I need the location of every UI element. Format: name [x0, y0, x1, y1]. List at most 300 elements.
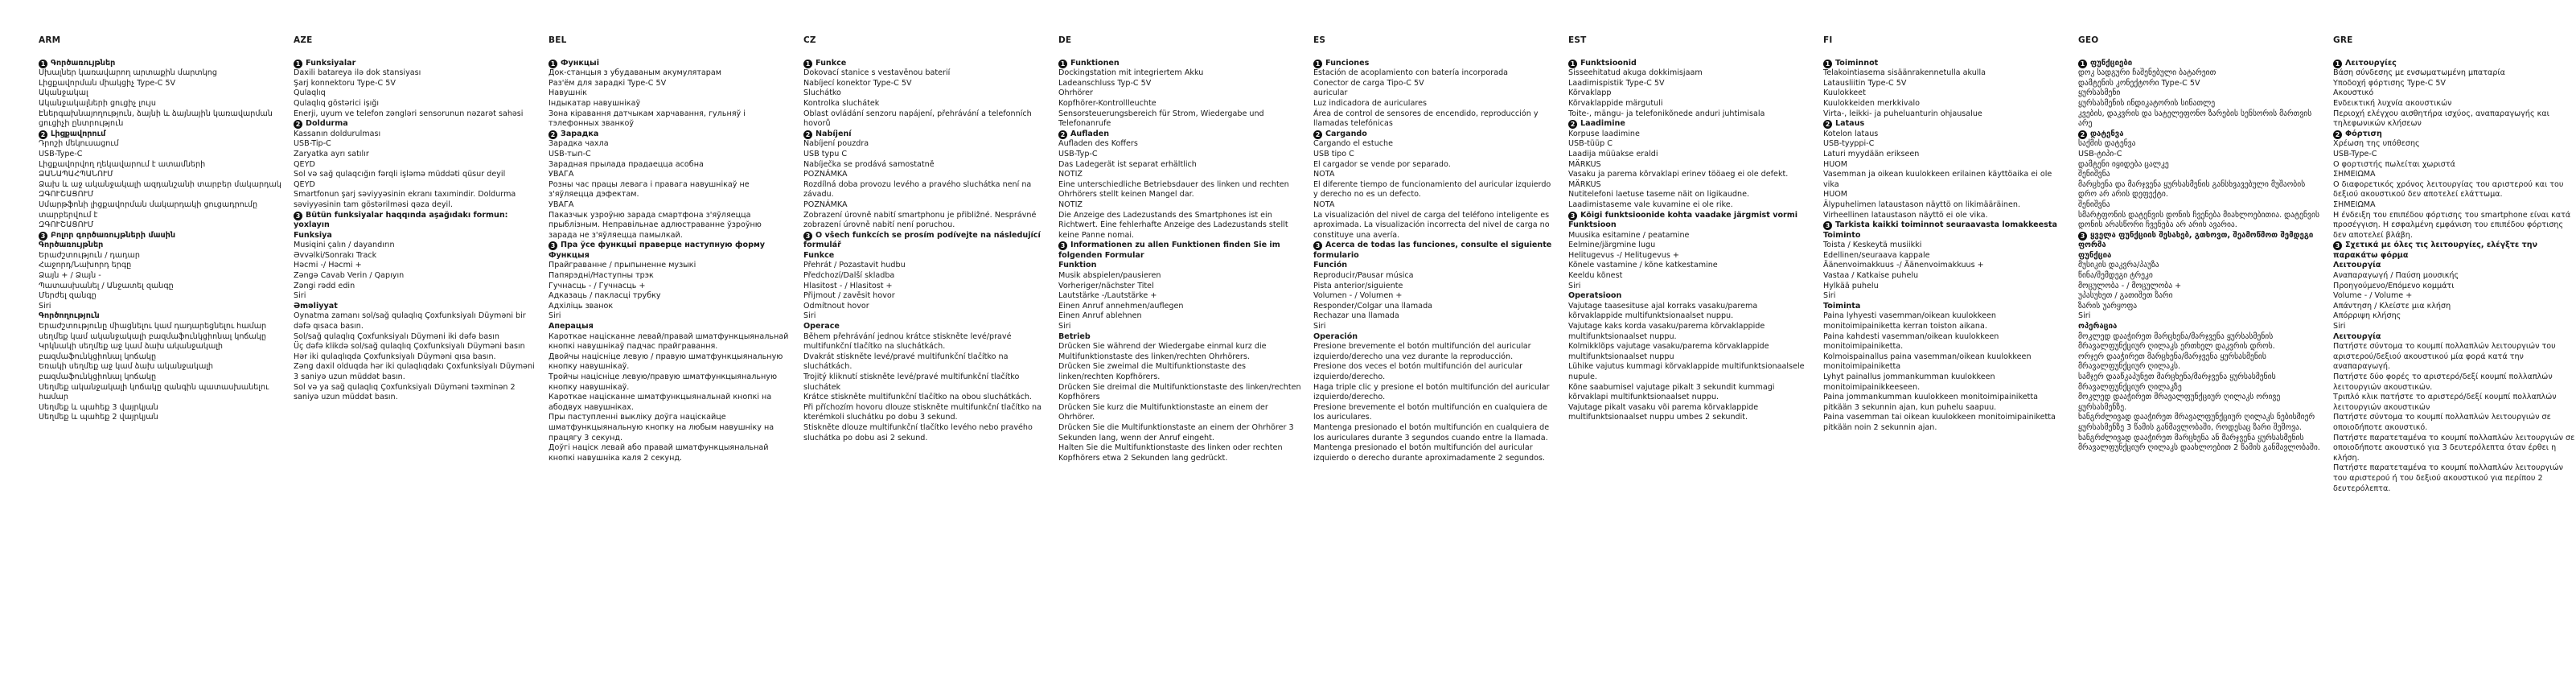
language-column-cz: [803, 35, 1046, 667]
line-text: Kõigi funktsioonide kohta vaadake järgmist vormi: [1580, 210, 1798, 220]
text-line: [1058, 302, 1301, 312]
text-line: [2333, 434, 2576, 464]
line-text: MÄRKUS: [1568, 159, 1601, 169]
line-text: Hər iki qulaqlıqda Çoxfunksiyalı Düyməni qısa basın.: [294, 352, 496, 361]
text-line: [1823, 413, 2066, 433]
line-text: Əvvəlki/Sonrakı Track: [294, 250, 377, 260]
line-text: Սեղմեք և պահեք 3 վայրկյան: [39, 402, 158, 412]
line-text: Betrieb: [1058, 331, 1091, 341]
line-text: ფუნქცია: [2078, 250, 2112, 260]
line-text: Vajutage pikalt vasaku või parema kõrvaklappide multifunktsionaalset nuppu umbes 2 sekundit.: [1568, 402, 1759, 422]
text-line: [294, 332, 536, 343]
line-text: Toiminnot: [1835, 58, 1879, 68]
line-text: Гучнасць - / Гучнасць +: [548, 281, 646, 290]
text-line: [1823, 170, 2066, 190]
line-text: Siri: [803, 311, 816, 321]
text-line: [2078, 434, 2321, 454]
text-line: [2078, 302, 2321, 312]
line-text: Περιοχή ελέγχου αισθητήρα ισχύος, αναπαραγωγής και τηλεφωνικών κλήσεων: [2333, 109, 2549, 129]
text-line: [1823, 282, 2066, 292]
text-line: [2078, 332, 2321, 352]
line-text: Ականջակալների ցուցիչ լույս: [39, 98, 156, 108]
line-text: Bütün funksiyalar haqqında aşağıdakı formun: yoxlayın: [294, 210, 508, 230]
line-text: Պատասխանել / Անջատել զանգը: [39, 281, 174, 290]
line-text: Розны час працы левага і правага навушнікаў не з'яўляецца дэфектам.: [548, 179, 750, 200]
line-text: auricular: [1313, 88, 1348, 98]
text-line: [1313, 362, 1556, 382]
section-number-badge: 3: [1313, 241, 1322, 250]
line-text: ΣΗΜΕΙΩΜΑ: [2333, 200, 2376, 209]
text-line: [2078, 311, 2321, 322]
line-text: Vasemman ja oikean kuulokkeen erilainen käyttöaika ei ole vika: [1823, 170, 2052, 189]
line-text: Siri: [1568, 281, 1581, 290]
text-line: [803, 99, 1046, 109]
section-heading: [2333, 130, 2576, 140]
line-text: Siri: [1823, 291, 1836, 301]
line-text: Ο φορτιστής πωλείται χωριστά: [2333, 159, 2455, 169]
text-line: [1058, 383, 1301, 403]
line-text: Die Anzeige des Ladezustands des Smartphones ist ein Richtwert. Eine fehlerhafte Anzeige des Ladezustands stellt keine Panne nomai.: [1058, 210, 1288, 240]
text-line: [1313, 443, 1556, 463]
section-heading: [548, 241, 791, 251]
line-text: Siri: [1058, 322, 1071, 331]
subheading: [294, 302, 536, 312]
line-text: Presione brevemente el botón multifunción del auricular izquierdo/derecho una vez durante la reproducción.: [1313, 342, 1531, 361]
line-text: Sisseehitatud akuga dokkimisjaam: [1568, 68, 1703, 78]
section-heading: [548, 130, 791, 140]
text-line: [2333, 342, 2576, 372]
line-text: Lautstärke -/Lautstärke +: [1058, 291, 1157, 301]
line-text: Siri: [39, 301, 51, 311]
line-text: Πατήστε παρατεταμένα το κουμπί πολλαπλών λειτουργιών σε οποιοδήποτε ακουστικό για 3 δευτερόλεπτα όταν έρθει η κλήση.: [2333, 433, 2575, 463]
text-line: [1823, 109, 2066, 120]
text-line: [803, 170, 1046, 180]
text-line: [803, 332, 1046, 352]
text-line: [548, 79, 791, 89]
line-text: Toiminta: [1823, 301, 1861, 311]
text-line: [548, 68, 791, 79]
subheading: [1058, 332, 1301, 343]
section-heading: [2333, 241, 2576, 261]
line-text: Dokovací stanice s vestavěnou baterií: [803, 68, 951, 78]
line-text: ყურსასმენი: [2078, 88, 2121, 98]
text-line: [548, 302, 791, 312]
line-text: УВАГА: [548, 170, 574, 179]
text-line: [1823, 99, 2066, 109]
section-number-badge: 3: [1568, 212, 1577, 220]
text-line: [294, 160, 536, 171]
text-line: [1823, 311, 2066, 331]
line-text: Laadimine: [1580, 119, 1625, 129]
text-line: [548, 443, 791, 463]
section-heading: [294, 59, 536, 69]
text-line: [1313, 109, 1556, 130]
line-text: Απόρριψη κλήσης: [2333, 311, 2401, 321]
text-line: [2078, 413, 2321, 433]
language-column-est: [1568, 35, 1811, 667]
section-heading: [39, 130, 281, 140]
line-text: Απάντηση / Κλείστε μια κλήση: [2333, 301, 2451, 311]
line-text: Älypuhelimen lataustason näyttö on likimääräinen. Virheellinen lataustason näyttö ei ole vika.: [1823, 200, 2021, 220]
line-text: Դրոշի մեկուսացում: [39, 139, 119, 149]
text-line: [2078, 68, 2321, 79]
line-text: Sol/sağ qulaqlıq Çoxfunksiyalı Düyməni iki dəfə basın: [294, 331, 499, 341]
line-text: Vajutage taasesituse ajal korraks vasaku/parema kõrvaklappide multifunktsionaalset nuppu.: [1568, 301, 1758, 321]
line-text: Siri: [1313, 322, 1326, 331]
text-line: [1313, 302, 1556, 312]
line-text: Área de control de sensores de encendido, reproducción y llamadas telefónicas: [1313, 109, 1539, 129]
text-line: [2078, 372, 2321, 393]
line-text: Սմարթֆոնի լիցքավորման մակարդակի ցուցադրումը տարբերվում է: [39, 200, 258, 220]
line-text: Toiminto: [1823, 230, 1861, 240]
line-text: Tarkista kaikki toiminnot seuraavasta lomakkeesta: [1835, 220, 2057, 230]
line-text: HUOM: [1823, 190, 1848, 200]
line-text: Зарадная прылада прадаецца асобна: [548, 159, 704, 169]
text-line: [294, 109, 536, 120]
line-text: USB-Typ-C: [1058, 149, 1098, 158]
language-column-aze: [294, 35, 536, 667]
line-text: Էներգախնայողություն, ձայնի և ձայնային կառավարման ցուցիչի ընտրություն: [39, 109, 273, 129]
text-line: [1058, 79, 1301, 89]
line-text: ოპერაცია: [2078, 322, 2118, 331]
line-text: Кароткае націсканне шматфункцыянальнай кнопкі на абодвух навушніках.: [548, 393, 772, 412]
text-line: [2078, 282, 2321, 292]
section-heading: [294, 119, 536, 130]
section-number-badge: 3: [803, 232, 812, 241]
language-column-geo: [2078, 35, 2321, 667]
text-line: [1568, 231, 1811, 241]
text-line: [1823, 190, 2066, 200]
line-text: Aufladen des Koffers: [1058, 139, 1138, 149]
language-column-bel: [548, 35, 791, 667]
text-line: [548, 282, 791, 292]
text-line: [2078, 150, 2321, 160]
line-text: Doldurma: [306, 119, 348, 129]
text-line: [39, 302, 281, 312]
line-text: Operatsioon: [1568, 291, 1622, 301]
line-text: ΣΗΜΕΙΩΜΑ: [2333, 170, 2376, 179]
line-text: Λειτουργία: [2333, 261, 2381, 270]
line-text: Доўгі націск левай або правай шматфункцыянальнай кнопкі навушніка каля 2 секунд.: [548, 443, 769, 463]
text-line: [2333, 79, 2576, 89]
section-heading: [1313, 241, 1556, 261]
line-text: Daxili batareya ilə dok stansiyası: [294, 68, 421, 78]
text-line: [294, 130, 536, 140]
text-line: [1568, 271, 1811, 282]
line-text: Funktion: [1058, 261, 1097, 270]
subheading: [39, 311, 281, 322]
line-text: Siri: [294, 291, 306, 301]
line-text: დოკ სადგური ჩაშენებული ბატარეით: [2078, 68, 2217, 78]
line-text: ԶԳՈՒՇԱՑՈՒՄ: [39, 220, 94, 230]
line-text: Virta-, leikki- ja puheluanturin ohjausalue: [1823, 109, 1982, 118]
section-number-badge: 2: [1313, 130, 1322, 139]
line-text: Մերժել զանգը: [39, 291, 97, 301]
text-line: [548, 211, 791, 241]
text-line: [2333, 99, 2576, 109]
line-text: ყველა ფუნქციის შესახებ, გთხოვთ, შეამოწმოთ შემდეგი ფორმა: [2078, 230, 2314, 250]
section-number-badge: 3: [39, 232, 47, 241]
text-line: [803, 403, 1046, 423]
language-column-es: [1313, 35, 1556, 667]
text-line: [2333, 211, 2576, 241]
text-line: [2078, 393, 2321, 413]
section-heading: [803, 59, 1046, 69]
line-text: Funksiya: [294, 230, 332, 240]
line-text: Drücken Sie zweimal die Multifunktionstaste des linken/rechten Kopfhörers.: [1058, 362, 1246, 381]
text-line: [803, 261, 1046, 271]
subheading: [2078, 322, 2321, 332]
text-line: [548, 99, 791, 109]
text-line: [294, 190, 536, 210]
line-text: ორჯერ დააჭირეთ მარცხენა/მარჯვენა ყურსასმენის მრავალფუნქციურ ღილაკს.: [2078, 352, 2266, 372]
text-line: [294, 251, 536, 261]
line-text: Ձայն + / Ձայն -: [39, 271, 101, 281]
subheading: [294, 231, 536, 241]
section-number-badge: 1: [2333, 60, 2342, 68]
line-text: Şarj konnektoru Type-C 5V: [294, 78, 396, 88]
line-text: USB-ტიპი-C: [2078, 149, 2122, 158]
text-line: [548, 200, 791, 211]
line-text: Προηγούμενο/Επόμενο κομμάτι: [2333, 281, 2455, 290]
subheading: [2333, 261, 2576, 271]
section-heading: [294, 211, 536, 231]
line-text: El cargador se vende por separado.: [1313, 159, 1451, 169]
text-line: [548, 291, 791, 302]
text-line: [548, 332, 791, 352]
line-text: Тройчы націсніце левую/правую шматфункцыянальную кнопку навушнікаў.: [548, 372, 778, 392]
line-text: Zəngə Cavab Verin / Qapıyın: [294, 271, 405, 281]
text-line: [2333, 88, 2576, 99]
line-text: Halten Sie die Multifunktionstaste des linken oder rechten Kopfhörers etwa 2 Sekunden lang gedrückt.: [1058, 443, 1283, 463]
text-line: [39, 88, 281, 99]
line-text: Kõrvaklapp: [1568, 88, 1612, 98]
language-column-fi: [1823, 35, 2066, 667]
section-heading: [1058, 130, 1301, 140]
line-text: Գործողություն: [39, 311, 100, 321]
text-line: [39, 68, 281, 79]
line-text: Siri: [2078, 311, 2091, 321]
line-text: ԶԳՈՒՇԱՑՈՒՄ: [39, 190, 94, 200]
line-text: Τριπλό κλικ πατήστε το αριστερό/δεξί κουμπί πολλαπλών λειτουργιών ακουστικών: [2333, 393, 2557, 412]
line-text: Адхіліць званок: [548, 301, 614, 311]
section-heading: [1058, 59, 1301, 69]
text-line: [2078, 291, 2321, 302]
section-number-badge: 3: [1823, 221, 1832, 230]
text-line: [294, 261, 536, 271]
line-text: Paina lyhyesti vasemman/oikean kuulokkeen monitoimipainiketta kerran toiston aikana.: [1823, 311, 1996, 331]
text-line: [1313, 99, 1556, 109]
text-line: [1058, 403, 1301, 423]
section-number-badge: 2: [1568, 120, 1577, 129]
line-text: Telakointiasema sisäänrakennetulla akulla: [1823, 68, 1986, 78]
text-line: [803, 68, 1046, 79]
text-line: [1823, 200, 2066, 220]
line-text: Навушнік: [548, 88, 587, 98]
section-number-badge: 2: [548, 130, 557, 139]
section-heading: [803, 130, 1046, 140]
line-text: Trojitý kliknutí stiskněte levé/pravé multifunkční tlačítko sluchátek: [803, 372, 1020, 392]
section-heading: [1568, 119, 1811, 130]
text-line: [803, 352, 1046, 372]
line-text: Սխալներ կառավարող արտաքին մարտկոց: [39, 68, 217, 78]
line-text: USB typu C: [803, 149, 848, 158]
text-line: [1568, 302, 1811, 322]
line-text: Zəngi rədd edin: [294, 281, 355, 290]
line-text: Սեղմեք և պահեք 2 վայրկյան: [39, 413, 158, 422]
line-text: Kontrolka sluchátek: [803, 98, 880, 108]
line-text: Äänenvoimakkuus -/ Äänenvoimakkuus +: [1823, 261, 1984, 270]
line-text: უპასუხეთ / გათიშეთ ზარი: [2078, 291, 2173, 301]
line-text: Krátce stiskněte multifunkční tlačítko na obou sluchátkách.: [803, 393, 1032, 402]
line-text: Musiqini çalın / dayandırın: [294, 241, 395, 250]
section-number-badge: 1: [1568, 60, 1577, 68]
line-text: Nabíjecí konektor Type-C 5V: [803, 78, 912, 88]
text-line: [2333, 282, 2576, 292]
text-line: [2078, 261, 2321, 271]
line-text: დატენვა: [2090, 129, 2124, 138]
line-text: Estación de acoplamiento con batería incorporada: [1313, 68, 1509, 78]
line-text: Das Ladegerät ist separat erhältlich: [1058, 159, 1197, 169]
line-text: Пры паступленні выкліку доўга націскайце шматфункцыянальную кнопку на любым навушніку на працягу 3 секунд.: [548, 413, 774, 442]
line-text: Lühike vajutus kummagi kõrvaklappide multifunktsionaalsele nupule.: [1568, 362, 1805, 381]
line-text: Ο διαφορετικός χρόνος λειτουργίας του αριστερού και του δεξιού ακουστικού δεν αποτελεί ελάττωμα.: [2333, 179, 2564, 200]
text-line: [2078, 139, 2321, 150]
text-line: [39, 291, 281, 302]
text-line: [2078, 109, 2321, 130]
text-line: [1313, 79, 1556, 89]
line-text: USB-tüüp C: [1568, 139, 1613, 149]
text-line: [1058, 211, 1301, 241]
line-text: Cargando el estuche: [1313, 139, 1394, 149]
section-number-badge: 1: [1058, 60, 1067, 68]
line-text: Paina jommankumman kuulokkeen monitoimipainiketta pitkään 3 sekunnin ajan, kun puhelu saapuu.: [1823, 393, 2038, 412]
line-text: Informationen zu allen Funktionen finden Sie im folgenden Formular: [1058, 241, 1280, 260]
line-text: Vorheriger/nächster Titel: [1058, 281, 1154, 290]
text-line: [294, 352, 536, 363]
section-number-badge: 1: [2078, 60, 2087, 68]
line-text: Keeldu kõnest: [1568, 271, 1623, 281]
line-text: Mantenga presionado el botón multifunción del auricular izquierdo o derecho durante aproximadamente 2 segundos.: [1313, 443, 1545, 463]
text-line: [548, 160, 791, 171]
line-text: Toite-, mängu- ja telefonikõnede anduri juhtimisala: [1568, 109, 1765, 118]
line-text: Rechazar una llamada: [1313, 311, 1399, 321]
line-text: Ohrhörer: [1058, 88, 1093, 98]
line-text: QEYD: [294, 179, 315, 189]
text-line: [1568, 251, 1811, 261]
text-line: [1313, 211, 1556, 241]
text-line: [1313, 383, 1556, 403]
line-text: Acerca de todas las funciones, consulte el siguiente formulario: [1313, 241, 1552, 260]
line-text: NOTA: [1313, 200, 1335, 209]
line-text: Hlasitost - / Hlasitost +: [803, 281, 893, 290]
language-code: ARM: [39, 35, 61, 45]
line-text: Funktsioon: [1568, 220, 1617, 230]
line-text: Λειτουργίες: [2345, 58, 2397, 68]
section-heading: [1568, 211, 1811, 221]
line-text: Адказаць / пакласці трубку: [548, 291, 661, 301]
section-number-badge: 1: [803, 60, 812, 68]
text-line: [2333, 372, 2576, 393]
section-heading: [1058, 241, 1301, 261]
line-text: Լիցքավորման միակցիչ Type-C 5V: [39, 78, 176, 88]
subheading: [1313, 261, 1556, 271]
line-text: Док-станцыя з убудаваным акумулятарам: [548, 68, 722, 78]
text-line: [1568, 261, 1811, 271]
text-line: [39, 79, 281, 89]
text-line: [548, 271, 791, 282]
line-text: Ακουστικό: [2333, 88, 2374, 98]
line-text: Kuulokkeiden merkkivalo: [1823, 98, 1921, 108]
line-text: Υποδοχή φόρτισης Type-C 5V: [2333, 78, 2446, 88]
text-line: [2333, 150, 2576, 160]
text-line: [548, 393, 791, 413]
text-line: [548, 413, 791, 443]
language-column-arm: [39, 35, 281, 667]
text-line: [1823, 150, 2066, 160]
text-line: [1568, 383, 1811, 403]
text-line: [1313, 88, 1556, 99]
text-line: [2078, 170, 2321, 180]
text-line: [1313, 160, 1556, 171]
line-text: Kõrvaklappide märgutuli: [1568, 98, 1663, 108]
text-line: [1058, 150, 1301, 160]
subheading: [803, 251, 1046, 261]
line-text: Լիցքավորում: [51, 129, 106, 138]
text-line: [1058, 443, 1301, 463]
text-line: [548, 150, 791, 160]
subheading: [1823, 231, 2066, 241]
text-line: [1568, 99, 1811, 109]
line-text: Conector de carga Tipo-C 5V: [1313, 78, 1424, 88]
line-text: შენიშვნა: [2078, 170, 2110, 179]
line-text: Latausliitin Type-C 5V: [1823, 78, 1907, 88]
text-line: [294, 241, 536, 251]
line-text: Зона кіравання датчыкам харчавання, гульняў і тэлефонных званкоў: [548, 109, 746, 129]
text-line: [1823, 332, 2066, 352]
line-text: Luz indicadora de auriculares: [1313, 98, 1427, 108]
text-line: [2078, 211, 2321, 231]
line-text: QEYD: [294, 159, 315, 169]
section-number-badge: 3: [1058, 241, 1067, 250]
line-text: Kopfhörer-Kontrollleuchte: [1058, 98, 1157, 108]
line-text: Аперацыя: [548, 322, 594, 331]
line-text: Helitugevus -/ Helitugevus +: [1568, 250, 1679, 260]
text-line: [1568, 282, 1811, 292]
text-line: [548, 352, 791, 372]
text-line: [39, 200, 281, 220]
line-text: Drücken Sie während der Wiedergabe einmal kurz die Multifunktionstaste des linken/rechten Ohrhörers.: [1058, 342, 1267, 361]
line-text: Laadimispistik Type-C 5V: [1568, 78, 1665, 88]
text-line: [803, 211, 1046, 231]
line-text: Nutitelefoni laetuse taseme näit on ligikaudne. Laadimistaseme vale kuvamine ei ole rike.: [1568, 190, 1750, 209]
text-line: [39, 220, 281, 231]
text-line: [548, 88, 791, 99]
text-line: [1058, 423, 1301, 443]
section-heading: [1313, 130, 1556, 140]
section-number-badge: 2: [803, 130, 812, 139]
line-text: HUOM: [1823, 159, 1848, 169]
line-text: Funksiyalar: [306, 58, 356, 68]
line-text: Πατήστε σύντομα το κουμπί πολλαπλών λειτουργιών του αριστερού/δεξιού ακουστικού μία φορά κατά την αναπαραγωγή.: [2333, 342, 2556, 372]
line-text: Функцыі: [561, 58, 599, 68]
line-text: Laturi myydään erikseen: [1823, 149, 1920, 158]
text-line: [294, 311, 536, 331]
line-text: Kassanın doldurulması: [294, 129, 381, 138]
line-text: ფუნქციები: [2090, 58, 2133, 68]
text-line: [294, 282, 536, 292]
subheading: [548, 251, 791, 261]
